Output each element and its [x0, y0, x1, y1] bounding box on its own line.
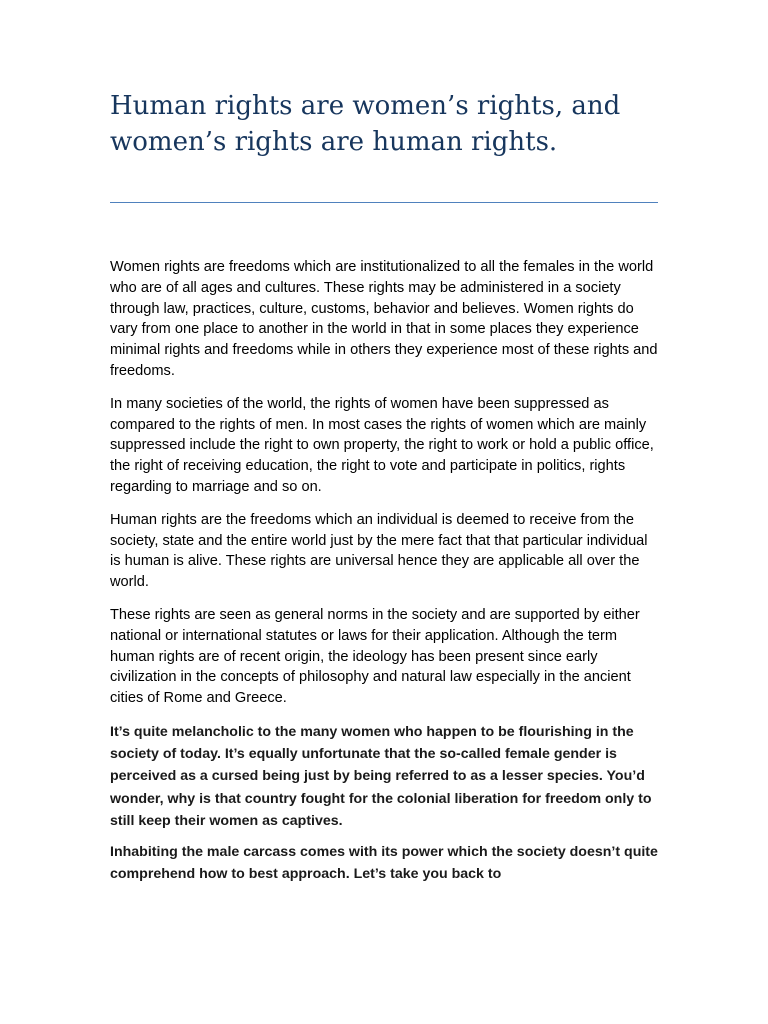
- paragraph-2: In many societies of the world, the rights of women have been suppressed as compared to the rights of men. In most cases the rights of women which are mainly suppressed include the right to own property, the right to work or hold a public office, the right of receiving education, the right to vote and participate in politics, rights regarding to marriage and so on.: [110, 395, 654, 495]
- paragraph-3: Human rights are the freedoms which an individual is deemed to receive from the society, state and the entire world just by the mere fact that that particular individual is human is alive. These rights are universal hence they are applicable all over the world.: [110, 511, 648, 591]
- paragraph-1: Women rights are freedoms which are institutionalized to all the females in the world who are of all ages and cultures. These rights may be administered in a society through law, practices, culture, customs, behavior and believes. Women rights do vary from one place to another in the world in that in some places they experience minimal rights and freedoms while in others they experience most of these rights and freedoms.: [110, 259, 658, 379]
- title-underline: [110, 202, 658, 203]
- paragraph-6: Inhabiting the male carcass comes with its power which the society doesn’t quite comprehend how to best approach. Let’s take you back to: [110, 843, 658, 883]
- paragraph-5: It’s quite melancholic to the many women who happen to be flourishing in the society of today. It’s equally unfortunate that the so-called female gender is perceived as a cursed being just by being referred to as a lesser species. You’d wonder, why is that country fought for the colonial liberation for freedom only to still keep their women as captives.: [110, 723, 652, 829]
- document-body: [110, 257, 660, 894]
- paragraph-4: These rights are seen as general norms in the society and are supported by either national or international statutes or laws for their application. Although the term human rights are of recent origin, the ideology has been present since early civilization in the concepts of philosophy and natural law especially in the ancient cities of Rome and Greece.: [110, 606, 640, 707]
- page-title: Human rights are women’s rights, and women’s rights are human rights.: [110, 91, 621, 157]
- title-block: [110, 88, 658, 160]
